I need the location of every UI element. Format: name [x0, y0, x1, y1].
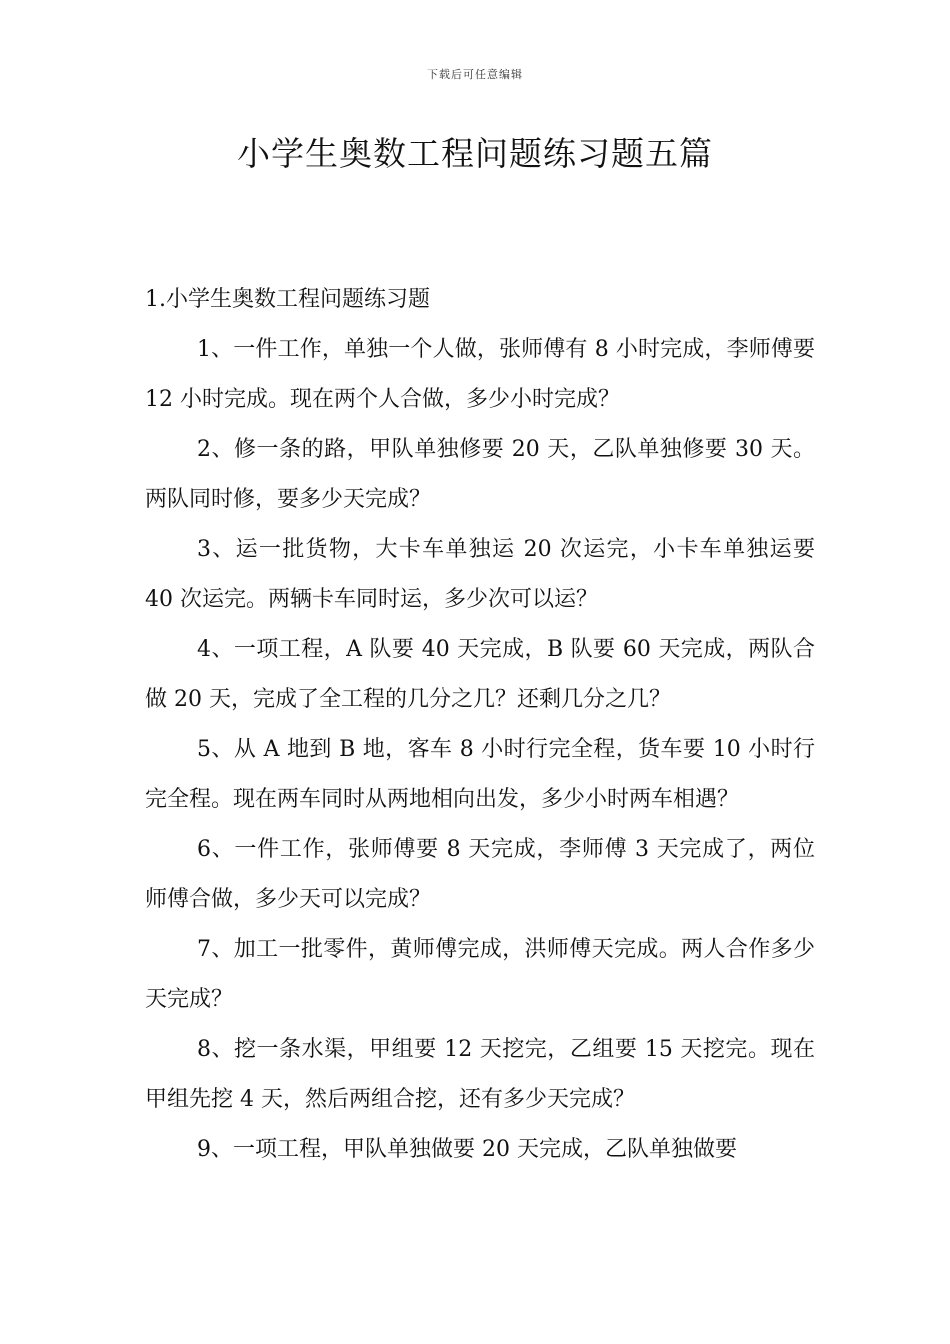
problem-3: 3、运一批货物，大卡车单独运 20 次运完，小卡车单独运要 40 次运完。两辆卡车同时运，多少次可以运？ — [145, 537, 815, 612]
section-heading: 1.小学生奥数工程问题练习题 — [145, 287, 430, 312]
problem-7: 7、加工一批零件，黄师傅完成，洪师傅天完成。两人合作多少天完成？ — [145, 937, 815, 1012]
problem-5: 5、从 A 地到 B 地，客车 8 小时行完全程，货车要 10 小时行完全程。现在两车同时从两地相向出发，多少小时两车相遇？ — [145, 737, 815, 812]
problem-6: 6、一件工作，张师傅要 8 天完成，李师傅 3 天完成了，两位师傅合做，多少天可以完成？ — [145, 837, 815, 912]
problem-4: 4、一项工程，A 队要 40 天完成，B 队要 60 天完成，两队合做 20 天，完成了全工程的几分之几？还剩几分之几？ — [145, 637, 815, 712]
problem-2: 2、修一条的路，甲队单独修要 20 天，乙队单独修要 30 天。两队同时修，要多少天完成？ — [145, 437, 815, 512]
header-note: 下载后可任意编辑 — [427, 68, 523, 81]
document-body — [145, 275, 815, 1175]
document-title: 小学生奥数工程问题练习题五篇 — [237, 134, 713, 173]
problem-9: 9、一项工程，甲队单独做要 20 天完成，乙队单独做要 — [197, 1137, 737, 1162]
problem-8: 8、挖一条水渠，甲组要 12 天挖完，乙组要 15 天挖完。现在甲组先挖 4 天，然后两组合挖，还有多少天完成？ — [145, 1037, 815, 1112]
problem-1: 1、一件工作，单独一个人做，张师傅有 8 小时完成，李师傅要 12 小时完成。现在两个人合做，多少小时完成？ — [145, 337, 815, 412]
